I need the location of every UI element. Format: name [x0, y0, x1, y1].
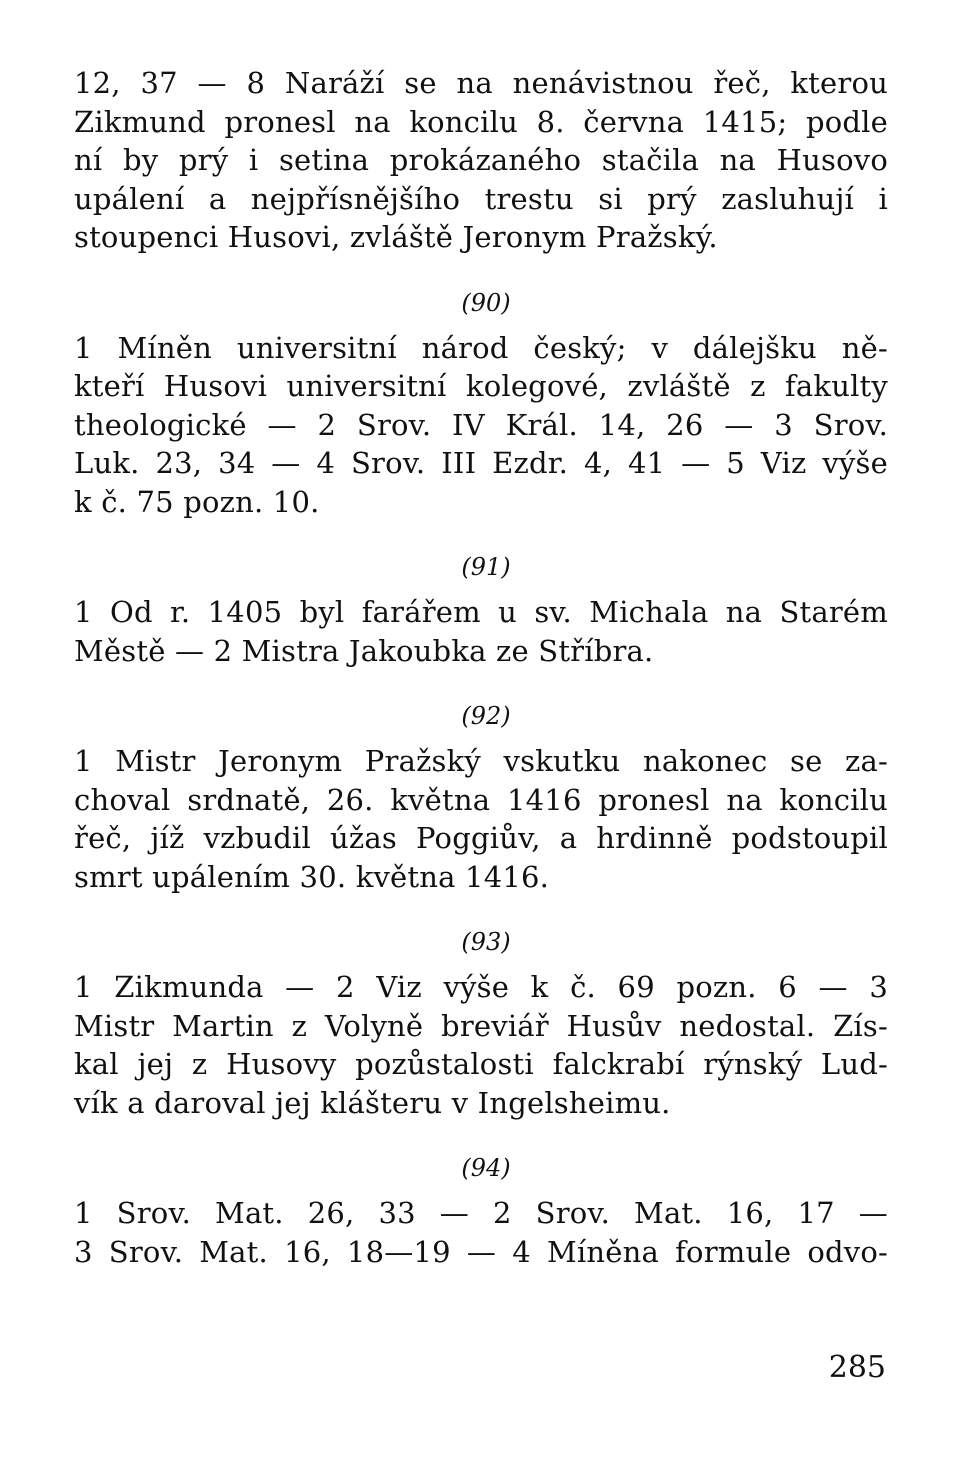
- text-line: Městě — 2 Mistra Jakoubka ze Stříbra.: [74, 633, 654, 668]
- text-line: 1 Míněn universitní národ český; v dálejšku ně-: [74, 330, 888, 365]
- notes-page: [74, 64, 888, 1301]
- text-line: choval srdnatě, 26. května 1416 pronesl na koncilu: [74, 782, 888, 817]
- note-section-90: [74, 287, 888, 522]
- text-line: 12, 37 — 8 Naráží se na nenávistnou řeč, kterou: [74, 66, 888, 100]
- text-line: 3 Srov. Mat. 16, 18—19 — 4 Míněna formule odvo-: [74, 1234, 888, 1269]
- section-heading: (93): [461, 928, 511, 956]
- text-line: 1 Mistr Jeronym Pražský vskutku nakonec se za-: [74, 744, 888, 778]
- note-section-94: [74, 1152, 888, 1271]
- page-number: 285: [828, 1350, 886, 1385]
- note-section-92: [74, 700, 888, 896]
- text-line: k č. 75 pozn. 10.: [74, 484, 320, 519]
- note-section-continued: [74, 64, 888, 257]
- text-line: 1 Srov. Mat. 26, 33 — 2 Srov. Mat. 16, 17 —: [74, 1196, 888, 1230]
- text-line: vík a daroval jej klášteru v Ingelsheimu.: [74, 1085, 671, 1120]
- text-line: stoupenci Husovi, zvláště Jeronym Pražský.: [74, 220, 718, 254]
- text-line: ní by prý i setina prokázaného stačila na Husovo: [74, 143, 888, 177]
- note-section-91: [74, 551, 888, 670]
- note-section-93: [74, 926, 888, 1122]
- text-line: smrt upálením 30. května 1416.: [74, 859, 550, 894]
- text-line: řeč, jíž vzbudil úžas Poggiův, a hrdinně podstoupil: [74, 821, 888, 855]
- section-heading: (94): [461, 1154, 511, 1182]
- text-line: 1 Od r. 1405 byl farářem u sv. Michala na Starém: [74, 595, 888, 629]
- text-line: Zikmund pronesl na koncilu 8. června 1415; podle: [74, 104, 888, 139]
- text-line: Mistr Martin z Volyně breviář Husův nedostal. Zís-: [74, 1008, 888, 1043]
- text-line: upálení a nejpřísnějšího trestu si prý zasluhují i: [74, 181, 888, 216]
- section-heading: (92): [461, 702, 511, 730]
- text-line: Luk. 23, 34 — 4 Srov. III Ezdr. 4, 41 — 5 Viz výše: [74, 446, 888, 480]
- text-line: 1 Zikmunda — 2 Viz výše k č. 69 pozn. 6 — 3: [74, 970, 888, 1004]
- section-heading: (90): [461, 288, 511, 317]
- section-heading: (91): [461, 553, 511, 581]
- text-line: kal jej z Husovy pozůstalosti falckrabí rýnský Lud-: [74, 1047, 888, 1081]
- text-line: theologické — 2 Srov. IV Král. 14, 26 — 3 Srov.: [74, 407, 888, 442]
- text-line: kteří Husovi universitní kolegové, zvláště z fakulty: [74, 369, 888, 403]
